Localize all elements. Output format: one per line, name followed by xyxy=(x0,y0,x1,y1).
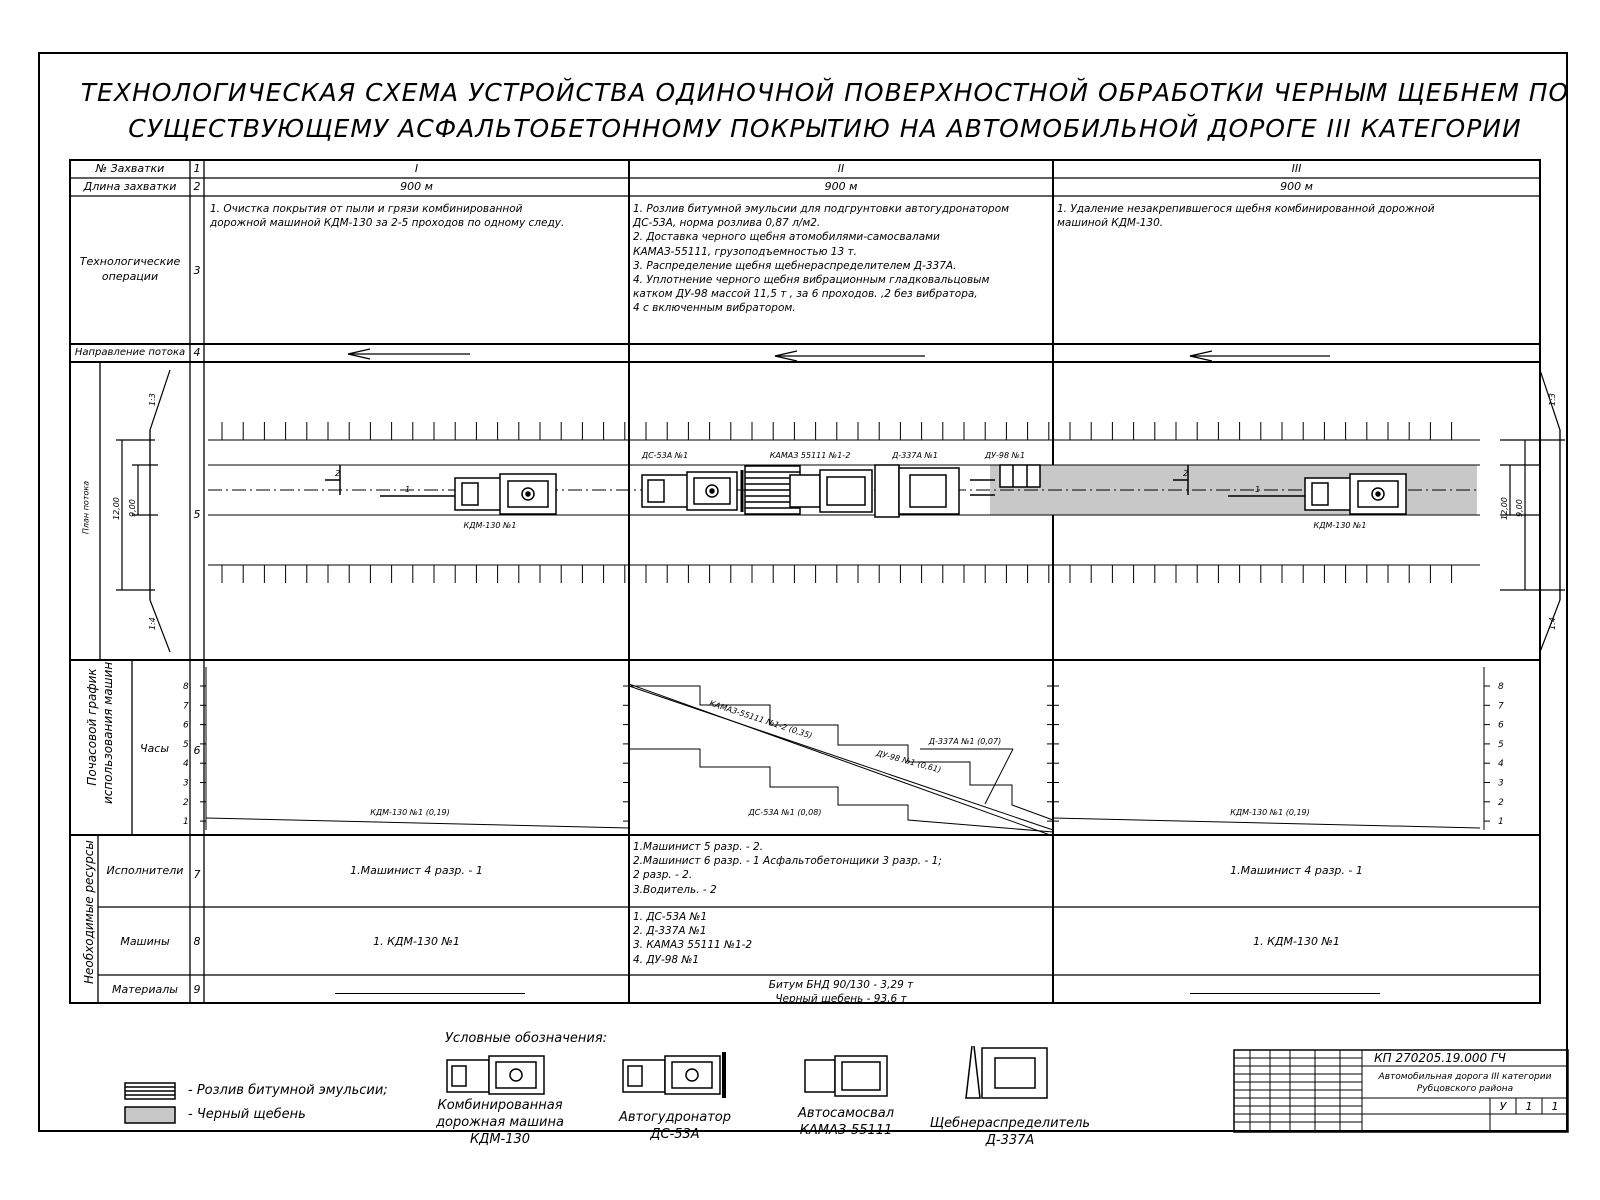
hour-label-left: 5 xyxy=(183,739,189,750)
section-3-workers: 1.Машинист 4 разр. - 1 xyxy=(1230,864,1363,877)
legend-gravel: - Черный щебень xyxy=(188,1107,306,1122)
legend-heading: Условные обозначения: xyxy=(445,1031,608,1046)
row-num-1: 1 xyxy=(193,162,201,175)
hour-label-right: 8 xyxy=(1498,682,1504,692)
row-num-2: 2 xyxy=(193,180,201,193)
legend-kdm-2: дорожная машина xyxy=(436,1114,564,1130)
plan-label-kdm-1: КДМ-130 №1 xyxy=(463,521,517,530)
pass-mark-2-s3: 2 xyxy=(1183,469,1189,478)
slope-top-left: 1:3 xyxy=(148,393,157,406)
dim-outer-right: 12,00 xyxy=(1500,497,1509,520)
chart-label-ds53: ДС-53А №1 (0,08) xyxy=(748,808,822,817)
row-num-7: 7 xyxy=(193,868,201,881)
legend-ds53 xyxy=(605,1110,745,1144)
row-label-direction: Направление потока xyxy=(74,347,186,358)
hour-label-right: 7 xyxy=(1498,701,1504,712)
row-num-6: 6 xyxy=(193,744,201,757)
hour-label-left: 3 xyxy=(183,778,189,789)
plan-label-kdm-3: КДМ-130 №1 xyxy=(1313,521,1367,530)
dim-outer-left: 12,00 xyxy=(112,497,121,520)
hour-label-left: 1 xyxy=(183,817,189,828)
hour-label-right: 4 xyxy=(1498,759,1504,770)
row-label-materials: Материалы xyxy=(112,983,178,996)
hour-label-left: 6 xyxy=(183,720,189,731)
hour-label-right: 3 xyxy=(1498,778,1504,789)
section-1-workers: 1.Машинист 4 разр. - 1 xyxy=(350,864,483,877)
legend-ds53-2: ДС-53А xyxy=(650,1126,700,1142)
row-num-8: 8 xyxy=(193,935,201,948)
stamp-n1: У xyxy=(1499,1100,1507,1113)
section-1-length: 900 м xyxy=(400,180,433,193)
plan-label-ds53: ДС-53А №1 xyxy=(641,451,689,460)
hour-label-right: 5 xyxy=(1498,739,1504,750)
section-2-machines: 1. ДС-53А №1 2. Д-337А №1 3. КАМАЗ 55111 №1-2 4. ДУ-98 №1 xyxy=(633,911,753,966)
pass-mark-2-s1: 2 xyxy=(335,469,341,478)
section-2-ops: 1. Розлив битумной эмульсии для подгрунтовки автогудронатором ДС-53А, норма розлива 0,87 л/м2. 2. Доставка черного щебня атомобилями-самосвалами КАМАЗ-55111, грузоподъемностью 13 т. 3. Распределение щебня щебнераспределителем Д-337А. 4. Уплотнение черного щебня вибрационным гладковальцовым катком ДУ-98 массой 11,5 т , за 6 проходов. ,2 без вибратора, 4 с включенным вибратором. xyxy=(633,203,1010,315)
dim-inner-left: 9,00 xyxy=(128,499,137,517)
title-line-1: ТЕХНОЛОГИЧЕСКАЯ СХЕМА УСТРОЙСТВА ОДИНОЧНОЙ ПОВЕРХНОСТНОЙ ОБРАБОТКИ ЧЕРНЫМ ЩЕБНЕМ ПО xyxy=(80,78,1570,107)
row-label-machines: Машины xyxy=(120,935,170,948)
chart-label-d337: Д-337А №1 (0,07) xyxy=(928,737,1002,746)
hour-label-right: 2 xyxy=(1498,797,1504,808)
pass-mark-1-s1: 1 xyxy=(405,485,411,494)
section-1-num: I xyxy=(414,162,419,175)
section-2-materials: Битум БНД 90/130 - 3,29 т Черный щебень - 93,6 т xyxy=(768,979,914,1006)
legend-d337-1: Щебнераспределитель xyxy=(929,1116,1091,1131)
section-3-machines: 1. КДМ-130 №1 xyxy=(1253,935,1340,948)
row-label-length: Длина захватки xyxy=(83,180,177,193)
plan-label-du98: ДУ-98 №1 xyxy=(984,451,1026,460)
legend-kdm xyxy=(420,1098,580,1149)
legend-d337-2: Д-337А xyxy=(985,1132,1035,1148)
section-3-num: III xyxy=(1291,162,1302,175)
chart-label-kdm-1: КДМ-130 №1 (0,19) xyxy=(370,808,450,817)
legend-kamaz xyxy=(776,1106,916,1140)
row-label-plan: План потока xyxy=(81,480,91,535)
hour-label-right: 6 xyxy=(1498,720,1504,731)
legend-kdm-3: КДМ-130 xyxy=(469,1131,531,1147)
section-3-length: 900 м xyxy=(1280,180,1313,193)
hour-label-left: 7 xyxy=(183,701,189,712)
legend-emulsion: - Розлив битумной эмульсии; xyxy=(188,1083,388,1098)
stamp-n3: 1 xyxy=(1551,1100,1559,1113)
legend-ds53-1: Автогудронатор xyxy=(618,1110,732,1125)
section-2-num: II xyxy=(837,162,845,175)
row-num-4: 4 xyxy=(193,346,201,359)
chart-label-kamaz: КАМАЗ-55111 №1-2 (0,35) xyxy=(708,698,814,741)
dim-inner-right: 9,00 xyxy=(1515,499,1524,517)
hour-label-right: 1 xyxy=(1498,817,1504,828)
row-label-hours: Часы xyxy=(140,742,170,755)
hour-label-left: 4 xyxy=(183,759,189,770)
hour-label-left: 2 xyxy=(183,797,189,808)
legend-d337 xyxy=(925,1116,1095,1150)
section-3-ops: 1. Удаление незакрепившегося щебня комбинированной дорожной машиной КДМ-130. xyxy=(1057,203,1435,230)
row-num-9: 9 xyxy=(193,983,201,996)
slope-bottom-left: 1:4 xyxy=(148,617,157,630)
pass-mark-1-s3: 1 xyxy=(1255,485,1261,494)
plan-label-kamaz: КАМАЗ 55111 №1-2 xyxy=(769,451,851,460)
stamp-code: КП 270205.19.000 ГЧ xyxy=(1374,1051,1506,1065)
slope-bottom-right: 1:4 xyxy=(1548,617,1557,630)
row-label-operations: Технологические операции xyxy=(79,255,181,283)
stamp-n2: 1 xyxy=(1525,1100,1533,1113)
slope-top-right: 1:3 xyxy=(1548,393,1557,406)
section-2-length: 900 м xyxy=(824,180,858,193)
section-2-workers: 1.Машинист 5 разр. - 2. 2.Машинист 6 разр. - 1 Асфальтобетонщики 3 разр. - 1; 2 разр. - 2. 3.Водитель. - 2 xyxy=(633,841,942,896)
stamp-project-1: Автомобильная дорога III категории xyxy=(1378,1072,1552,1082)
row-label-chart-2: использования машин xyxy=(101,661,115,804)
legend-kdm-1: Комбинированная xyxy=(437,1098,563,1113)
row-num-5: 5 xyxy=(193,508,201,521)
chart-label-du98: ДУ-98 №1 (0,61) xyxy=(875,748,943,775)
hour-label-left: 8 xyxy=(183,682,189,692)
row-label-resources: Необходимые ресурсы xyxy=(82,840,96,984)
legend-kamaz-2: КАМАЗ-55111 xyxy=(799,1122,893,1138)
row-label-zahvatka: № Захватки xyxy=(95,162,165,175)
row-num-3: 3 xyxy=(193,264,201,277)
title-line-2: СУЩЕСТВУЮЩЕМУ АСФАЛЬТОБЕТОННОМУ ПОКРЫТИЮ НА АВТОМОБИЛЬНОЙ ДОРОГЕ III КАТЕГОРИИ xyxy=(128,114,1522,143)
section-1-materials-dash xyxy=(335,993,525,994)
row-label-chart-1: Почасовой график xyxy=(85,668,99,786)
section-1-ops: 1. Очистка покрытия от пыли и грязи комбинированной дорожной машиной КДМ-130 за 2-5 проходов по одному следу. xyxy=(210,203,565,230)
stamp-project-2: Рубцовского района xyxy=(1416,1084,1514,1094)
legend-kamaz-1: Автосамосвал xyxy=(797,1106,895,1121)
section-1-machines: 1. КДМ-130 №1 xyxy=(373,935,460,948)
plan-label-d337: Д-337А №1 xyxy=(892,451,938,460)
section-3-materials-dash xyxy=(1190,993,1380,994)
row-label-workers: Исполнители xyxy=(106,864,184,877)
chart-label-kdm-3: КДМ-130 №1 (0,19) xyxy=(1230,808,1310,817)
